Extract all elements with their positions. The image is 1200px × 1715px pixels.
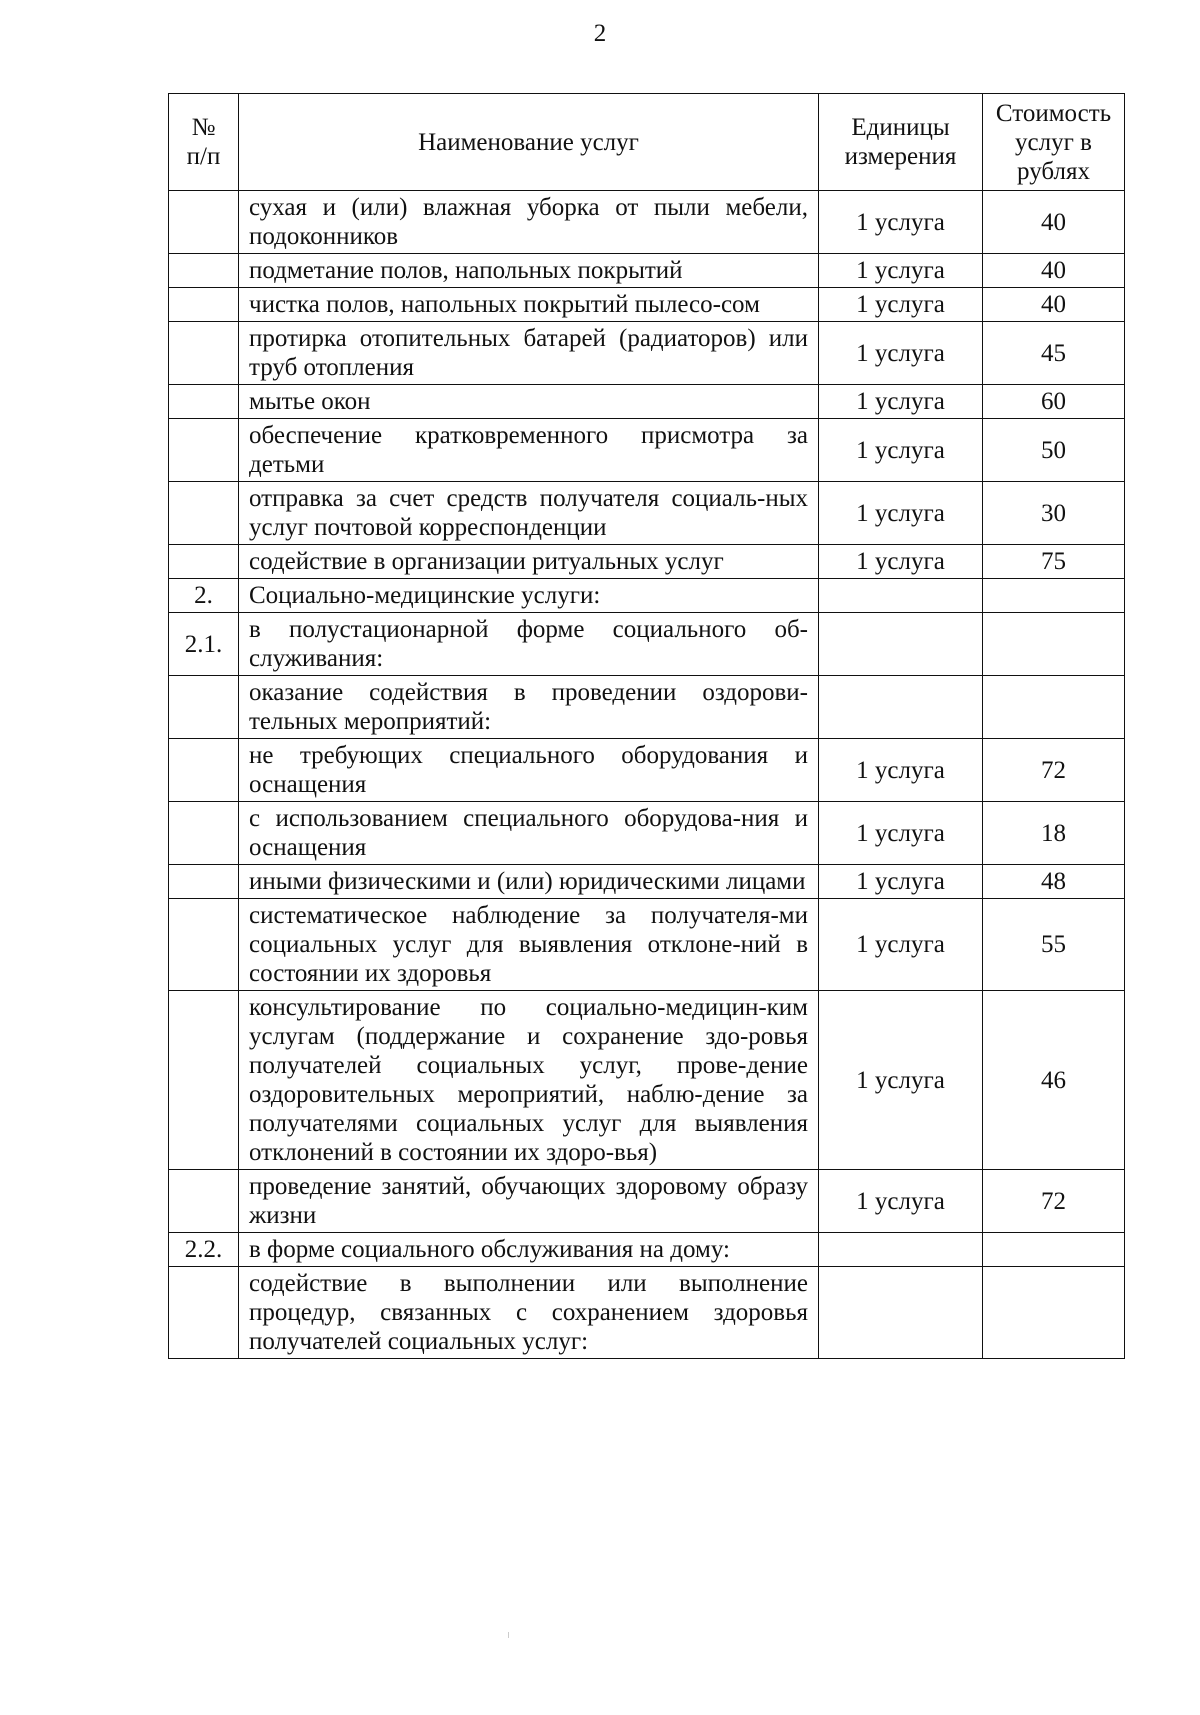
row-service-name: проведение занятий, обучающих здоровому образу жизни: [239, 1170, 819, 1233]
row-unit: 1 услуга: [819, 545, 983, 579]
row-unit: 1 услуга: [819, 288, 983, 322]
row-cost: 48: [983, 865, 1125, 899]
row-service-name: чистка полов, напольных покрытий пылесо-сом: [239, 288, 819, 322]
table-row: [169, 1170, 1125, 1233]
row-cost: 55: [983, 899, 1125, 991]
row-cost: 60: [983, 385, 1125, 419]
table-row: [169, 322, 1125, 385]
row-service-name: обеспечение кратковременного присмотра за детьми: [239, 419, 819, 482]
table-row: [169, 254, 1125, 288]
row-unit: 1 услуга: [819, 419, 983, 482]
table-row: [169, 482, 1125, 545]
table-body: [169, 191, 1125, 1359]
row-service-name: в форме социального обслуживания на дому:: [239, 1233, 819, 1267]
row-number: [169, 676, 239, 739]
row-cost: [983, 579, 1125, 613]
row-service-name: не требующих специального оборудования и оснащения: [239, 739, 819, 802]
row-number: 2.1.: [169, 613, 239, 676]
row-unit: [819, 613, 983, 676]
table-row: [169, 676, 1125, 739]
row-number: [169, 419, 239, 482]
row-service-name: иными физическими и (или) юридическими лицами: [239, 865, 819, 899]
header-cost-line2: услуг в: [1015, 128, 1092, 156]
table-row: [169, 191, 1125, 254]
row-unit: 1 услуга: [819, 385, 983, 419]
row-number: [169, 288, 239, 322]
row-number: [169, 1170, 239, 1233]
table-row: [169, 288, 1125, 322]
row-cost: 46: [983, 991, 1125, 1170]
row-number: [169, 865, 239, 899]
row-unit: [819, 1233, 983, 1267]
page-number: 2: [593, 20, 607, 47]
row-number: 2.: [169, 579, 239, 613]
header-service-name: Наименование услуг: [239, 94, 819, 191]
row-number: [169, 322, 239, 385]
row-unit: 1 услуга: [819, 1170, 983, 1233]
row-unit: 1 услуга: [819, 739, 983, 802]
row-unit: 1 услуга: [819, 191, 983, 254]
row-service-name: сухая и (или) влажная уборка от пыли мебели, подоконников: [239, 191, 819, 254]
row-service-name: подметание полов, напольных покрытий: [239, 254, 819, 288]
table-row: [169, 613, 1125, 676]
header-cost-line3: рублях: [1017, 157, 1090, 185]
row-number: 2.2.: [169, 1233, 239, 1267]
row-cost: 18: [983, 802, 1125, 865]
row-service-name: Социально-медицинские услуги:: [239, 579, 819, 613]
row-cost: [983, 1267, 1125, 1359]
services-price-table: [168, 93, 1125, 1359]
row-service-name: протирка отопительных батарей (радиаторов) или труб отопления: [239, 322, 819, 385]
table-row: [169, 545, 1125, 579]
header-unit: [819, 94, 983, 191]
row-number: [169, 191, 239, 254]
table-row: [169, 739, 1125, 802]
header-number: [169, 94, 239, 191]
row-cost: [983, 1233, 1125, 1267]
header-unit-line2: измерения: [844, 143, 957, 170]
row-service-name: отправка за счет средств получателя социаль-ных услуг почтовой корреспонденции: [239, 482, 819, 545]
table-header-row: [169, 94, 1125, 191]
row-service-name: консультирование по социально-медицин-ким услугам (поддержание и сохранение здо-ровья получателей социальных услуг, прове-дение оздоровительных мероприятий, наблю-дение за получателями социальных услуг для выявления отклонений в состоянии их здоро-вья): [239, 991, 819, 1170]
row-cost: 40: [983, 288, 1125, 322]
row-service-name: мытье окон: [239, 385, 819, 419]
row-unit: 1 услуга: [819, 899, 983, 991]
row-unit: 1 услуга: [819, 865, 983, 899]
row-cost: 50: [983, 419, 1125, 482]
row-service-name: содействие в организации ритуальных услуг: [239, 545, 819, 579]
row-cost: 30: [983, 482, 1125, 545]
row-unit: [819, 676, 983, 739]
row-number: [169, 385, 239, 419]
row-number: [169, 739, 239, 802]
row-number: [169, 991, 239, 1170]
row-unit: 1 услуга: [819, 322, 983, 385]
row-cost: [983, 613, 1125, 676]
row-number: [169, 254, 239, 288]
row-number: [169, 899, 239, 991]
table-row: [169, 1233, 1125, 1267]
header-cost: [983, 94, 1125, 191]
table-row: [169, 991, 1125, 1170]
row-cost: 75: [983, 545, 1125, 579]
table-row: [169, 1267, 1125, 1359]
header-unit-line1: Единицы: [851, 114, 950, 141]
header-number-pp: п/п: [186, 143, 221, 170]
row-unit: [819, 579, 983, 613]
row-cost: 40: [983, 254, 1125, 288]
row-cost: 45: [983, 322, 1125, 385]
table-row: [169, 899, 1125, 991]
table-row: [169, 419, 1125, 482]
row-cost: 72: [983, 739, 1125, 802]
row-unit: 1 услуга: [819, 991, 983, 1170]
table-row: [169, 865, 1125, 899]
table-row: [169, 385, 1125, 419]
header-cost-line1: Стоимость: [995, 99, 1112, 127]
row-service-name: систематическое наблюдение за получателя-ми социальных услуг для выявления отклоне-ний в состоянии их здоровья: [239, 899, 819, 991]
row-cost: 72: [983, 1170, 1125, 1233]
row-service-name: в полустационарной форме социального об-служивания:: [239, 613, 819, 676]
row-unit: 1 услуга: [819, 482, 983, 545]
row-number: [169, 1267, 239, 1359]
row-unit: 1 услуга: [819, 802, 983, 865]
row-number: [169, 545, 239, 579]
row-service-name: содействие в выполнении или выполнение процедур, связанных с сохранением здоровья получателей социальных услуг:: [239, 1267, 819, 1359]
row-service-name: оказание содействия в проведении оздорови-тельных мероприятий:: [239, 676, 819, 739]
table-row: [169, 802, 1125, 865]
row-service-name: с использованием специального оборудова-ния и оснащения: [239, 802, 819, 865]
row-number: [169, 482, 239, 545]
row-unit: [819, 1267, 983, 1359]
row-cost: [983, 676, 1125, 739]
table-row: [169, 579, 1125, 613]
header-number-sign: №: [191, 114, 216, 141]
row-cost: 40: [983, 191, 1125, 254]
scan-speck: [508, 1632, 509, 1638]
row-unit: 1 услуга: [819, 254, 983, 288]
row-number: [169, 802, 239, 865]
